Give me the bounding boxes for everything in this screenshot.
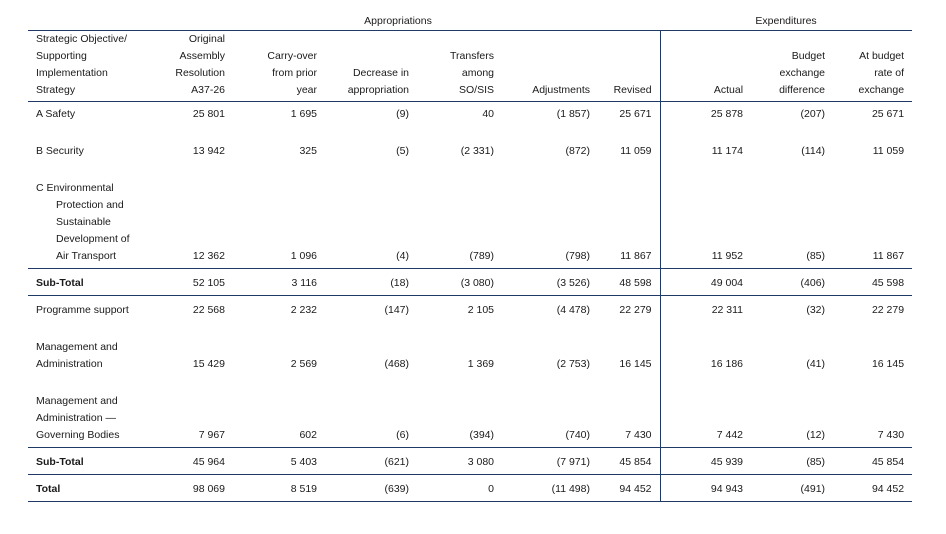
- header-objective: Strategic Objective/ Supporting Implementation Strategy: [28, 31, 136, 102]
- table-cell: 98 069: [136, 475, 233, 502]
- row-label: [28, 163, 136, 269]
- table-cell: 22 279: [598, 296, 660, 323]
- table-cell: 48 598: [598, 269, 660, 296]
- table-row: [28, 448, 912, 475]
- header-actual: Actual: [660, 31, 751, 102]
- table-cell: 25 671: [598, 102, 660, 127]
- table-cell: 0: [417, 475, 502, 502]
- table-cell: 12 362: [192, 250, 225, 262]
- table-cell: (18): [325, 269, 417, 296]
- row-label-line: Sub-Total: [36, 456, 84, 468]
- table-cell: 1 096: [290, 250, 317, 262]
- table-cell: 22 311: [660, 296, 751, 323]
- header-budget-exchange: Budget exchange difference: [751, 31, 833, 102]
- table-cell: 16 186: [660, 322, 751, 376]
- row-label-line: Total: [36, 483, 61, 495]
- table-cell: 3 080: [417, 448, 502, 475]
- header-transfers: Transfers among SO/SIS: [417, 31, 502, 102]
- header-original: Original Assembly Resolution A37-26: [136, 31, 233, 102]
- row-label-line: Sustainable: [56, 216, 111, 228]
- row-label-line: A Safety: [36, 108, 76, 120]
- table-cell: (41): [806, 358, 826, 370]
- table-cell: (1 857): [502, 102, 598, 127]
- table-cell: 2 105: [417, 296, 502, 323]
- table-cell: 94 452: [598, 475, 660, 502]
- row-label: [28, 448, 136, 475]
- table-cell: (468): [384, 358, 409, 370]
- table-cell: (4): [396, 250, 409, 262]
- table-body: [28, 102, 912, 502]
- table-cell: 7 967: [198, 429, 225, 441]
- table-cell: 25 878: [660, 102, 751, 127]
- table-row: [28, 126, 912, 163]
- table-cell: 325: [299, 145, 317, 157]
- table-cell: 25 671: [833, 102, 912, 127]
- table-cell: (85): [806, 250, 826, 262]
- table-cell: (406): [751, 269, 833, 296]
- row-label-line: Management and: [36, 395, 118, 407]
- row-label-line: C Environmental: [36, 182, 114, 194]
- table-cell: (5): [396, 145, 409, 157]
- row-label-line: Administration —: [36, 412, 116, 424]
- table-cell: (798): [565, 250, 590, 262]
- table-cell: 11 174: [660, 126, 751, 163]
- table-cell: (85): [751, 448, 833, 475]
- table-cell: 45 964: [136, 448, 233, 475]
- table-cell: 45 854: [598, 448, 660, 475]
- table-cell: (740): [565, 429, 590, 441]
- row-label: [28, 126, 136, 163]
- table-cell: 94 943: [660, 475, 751, 502]
- header-revised: Revised: [598, 31, 660, 102]
- table-cell: 11 867: [872, 250, 905, 262]
- row-label-line: Sub-Total: [36, 277, 84, 289]
- table-cell: 11 952: [660, 163, 751, 269]
- table-cell: (32): [751, 296, 833, 323]
- table-cell: 52 105: [136, 269, 233, 296]
- group-header-row: [28, 12, 912, 31]
- table-cell: 16 145: [871, 358, 905, 370]
- header-carryover: Carry-over from prior year: [233, 31, 325, 102]
- table-cell: (7 971): [502, 448, 598, 475]
- table-cell: (207): [751, 102, 833, 127]
- table-cell: 45 939: [660, 448, 751, 475]
- row-label: [28, 475, 136, 502]
- table-row: [28, 376, 912, 448]
- table-cell: 11 059: [872, 145, 905, 157]
- table-cell: 49 004: [660, 269, 751, 296]
- table-cell: (491): [751, 475, 833, 502]
- table-cell: (2 753): [556, 358, 590, 370]
- row-label: [28, 269, 136, 296]
- table-cell: 7 442: [660, 376, 751, 448]
- table-cell: 25 801: [136, 102, 233, 127]
- column-header-row: [28, 31, 912, 102]
- table-cell: (394): [469, 429, 494, 441]
- financial-table-container: [28, 12, 912, 502]
- row-label-line: Management and: [36, 341, 118, 353]
- table-cell: (639): [325, 475, 417, 502]
- table-cell: (11 498): [502, 475, 598, 502]
- row-label: [28, 376, 136, 448]
- table-cell: 13 942: [192, 145, 225, 157]
- table-cell: 45 598: [833, 269, 912, 296]
- table-cell: 94 452: [833, 475, 912, 502]
- row-label-line: B Security: [36, 145, 84, 157]
- table-cell: 11 059: [620, 145, 652, 157]
- table-cell: (114): [801, 145, 826, 157]
- table-cell: 7 430: [877, 429, 905, 441]
- row-label-line: Development of: [56, 233, 130, 245]
- table-row: [28, 475, 912, 502]
- table-cell: (621): [325, 448, 417, 475]
- table-cell: 45 854: [833, 448, 912, 475]
- table-cell: (3 526): [502, 269, 598, 296]
- row-label-line: Protection and: [56, 199, 124, 211]
- table-cell: 7 430: [625, 429, 652, 441]
- row-label-line: Administration: [36, 358, 103, 370]
- row-label: [28, 102, 136, 127]
- table-cell: 2 569: [290, 358, 317, 370]
- header-at-budget-rate: At budget rate of exchange: [833, 31, 912, 102]
- table-cell: 22 279: [833, 296, 912, 323]
- appropriations-group-label: Appropriations: [364, 14, 432, 27]
- table-cell: 3 116: [233, 269, 325, 296]
- row-label: [28, 296, 136, 323]
- table-cell: 40: [417, 102, 502, 127]
- table-cell: 602: [299, 429, 317, 441]
- row-label: [28, 322, 136, 376]
- table-cell: 1 369: [467, 358, 494, 370]
- table-cell: 16 145: [619, 358, 652, 370]
- table-cell: (147): [325, 296, 417, 323]
- table-cell: 2 232: [233, 296, 325, 323]
- row-label-line: Governing Bodies: [36, 429, 120, 441]
- table-cell: (9): [325, 102, 417, 127]
- table-row: [28, 296, 912, 323]
- appropriations-expenditures-table: [28, 12, 912, 502]
- table-cell: 22 568: [136, 296, 233, 323]
- table-cell: (4 478): [502, 296, 598, 323]
- table-cell: (872): [565, 145, 590, 157]
- table-cell: (6): [396, 429, 409, 441]
- table-row: [28, 269, 912, 296]
- table-cell: (789): [469, 250, 494, 262]
- table-row: [28, 322, 912, 376]
- table-cell: (2 331): [460, 145, 494, 157]
- table-cell: 5 403: [233, 448, 325, 475]
- expenditures-group-label: Expenditures: [755, 14, 817, 27]
- table-cell: 8 519: [233, 475, 325, 502]
- table-row: [28, 102, 912, 127]
- table-cell: 15 429: [192, 358, 225, 370]
- row-label-line: Air Transport: [56, 250, 117, 262]
- table-cell: 1 695: [233, 102, 325, 127]
- table-row: [28, 163, 912, 269]
- table-cell: (3 080): [417, 269, 502, 296]
- header-decrease: Decrease in appropriation: [325, 31, 417, 102]
- table-cell: (12): [806, 429, 826, 441]
- header-adjustments: Adjustments: [502, 31, 598, 102]
- table-cell: 11 867: [620, 250, 652, 262]
- row-label-line: Programme support: [36, 304, 129, 316]
